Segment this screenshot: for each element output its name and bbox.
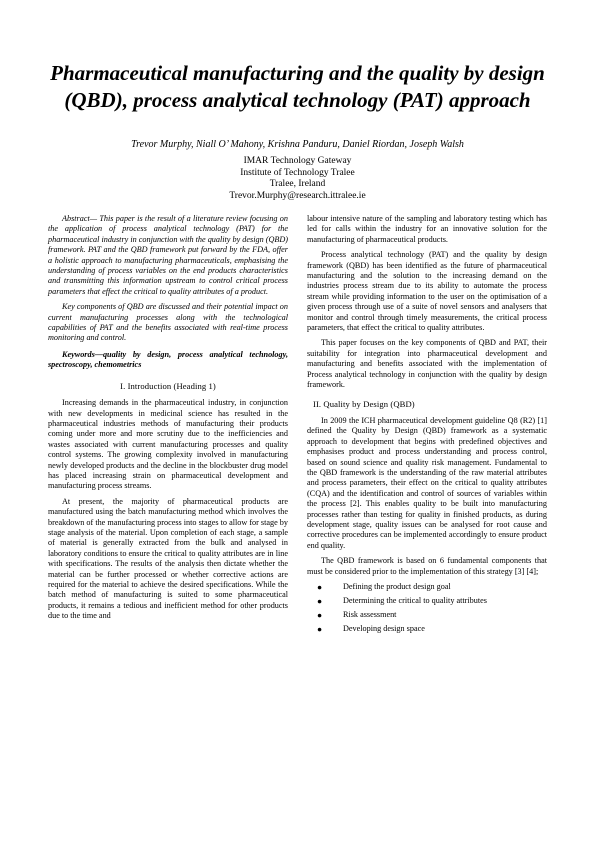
body-paragraph: This paper focuses on the key components of QBD and PAT, their suitability for integration into pharmaceutical development and manufacturing and benefits associated with the implementation of Process analytical technology in conjunction with the quality by design framework. <box>307 338 547 390</box>
right-column <box>307 214 547 638</box>
body-paragraph: At present, the majority of pharmaceutical products are manufactured using the batch manufacturing method which involves the breakdown of the manufacturing process into stages to allow for stage by stage analysis of the material. Upon completion of each stage, a sample of material is generally extracted from the bulk and analysed in laboratory conditions to ensure the critical to quality attributes are in line with specifications. The results of the analysis then dictate whether the material can be further processed or whether corrective actions are required for the material to achieve the desired specifications. While the batch method of manufacturing is suited to some pharmaceutical products, it remains a tedious and inefficient method for other products due to the time and <box>48 496 288 621</box>
section-heading-introduction: I. Introduction (Heading 1) <box>120 380 216 391</box>
affiliation-line: IMAR Technology Gateway <box>243 156 352 166</box>
two-column-body <box>48 214 547 638</box>
bullet-icon: ● <box>317 595 323 606</box>
abstract-block <box>48 214 288 371</box>
keywords: Keywords—quality by design, process analytical technology, spectroscopy, chemometrics <box>48 349 288 370</box>
abstract-paragraph: Abstract— This paper is the result of a literature review focusing on the application of process analytical technology (PAT) for the pharmaceutical industry in conjunction with the quality by design (QBD) framework. PAT and the QBD framework put forward by the FDA, offer a holistic approach to manufacturing pharmaceuticals, emphasising the understanding of process variables on the end products characteristics and transmitting this information upstream to control critical process parameters that effect the critical to quality attributes of a product. <box>48 214 288 296</box>
paper-title: Pharmaceutical manufacturing and the quality by design (QBD), process analytical technology (PAT) approach <box>50 61 545 112</box>
body-paragraph: The QBD framework is based on 6 fundamental components that must be considered prior to the implementation of this strategy [3] [4]; <box>307 556 547 576</box>
author-email: Trevor.Murphy@research.ittralee.ie <box>229 190 366 201</box>
list-item-text: Determining the critical to quality attributes <box>343 595 487 605</box>
bullet-icon: ● <box>317 609 323 620</box>
left-column <box>48 214 288 638</box>
affiliation-block <box>48 156 547 202</box>
list-item <box>307 596 547 606</box>
list-item <box>307 610 547 620</box>
bullet-icon: ● <box>317 623 323 634</box>
affiliation-line: Tralee, Ireland <box>269 179 326 189</box>
affiliation-line: Institute of Technology Tralee <box>240 167 355 178</box>
qbd-component-list <box>307 582 547 634</box>
body-paragraph: In 2009 the ICH pharmaceutical development guideline Q8 (R2) [1] defined the Quality by Design (QBD) framework as a systematic approach to development that begins with predefined objectives and emphasises product and process understanding and process control, based on sound science and quality risk management. Fundamental to the QBD framework is the understanding of the raw material attributes and process parameters, their effect on the critical to quality attributes (CQA) and the identification and control of sources of variables within the process [2]. This enables quality to be built into manufacturing processes rather than testing for quality in finished products, as during development stage, quality issues can be analysed for root cause and corrective procedures can be implemented accordingly to ensure product end quality. <box>307 415 547 550</box>
section-heading-qbd: II. Quality by Design (QBD) <box>313 398 415 409</box>
abstract-paragraph: Key components of QBD are discussed and their potential impact on current manufacturing processes along with the technological capabilities of PAT and the benefits associated with real-time process monitoring and control. <box>48 302 288 343</box>
list-item <box>307 624 547 634</box>
bullet-icon: ● <box>317 582 323 592</box>
list-item-text: Defining the product design goal <box>343 582 451 591</box>
list-item <box>307 582 547 592</box>
body-paragraph: labour intensive nature of the sampling and laboratory testing which has led for calls within the industry for an innovative solution for the manufacturing of pharmaceutical products. <box>307 214 547 244</box>
body-paragraph: Process analytical technology (PAT) and the quality by design framework (QBD) has been identified as the future of pharmaceutical manufacturing and the solution to the increasing demand on the industries process stream due to its ability to automate the process stream while providing information to the user on the optimisation of a given process through use of a suite of novel sensors and analysers that monitor and control through timely measurements, the critical process parameters, that effect the critical to quality attributes. <box>307 250 547 333</box>
body-paragraph: Increasing demands in the pharmaceutical industry, in conjunction with new developments in medicinal science has resulted in the pharmaceutical industries methods of manufacturing their products coming under more and more scrutiny due to the inefficiencies and wastes associated with current manufacturing processes and quality control systems. The growing complexity involved in manufacturing newly developed products and the decline in the blockbuster drug model has placed increasing strain on pharmaceutical development and manufacturing process streams. <box>48 398 288 491</box>
list-item-text: Developing design space <box>343 623 425 633</box>
list-item-text: Risk assessment <box>343 609 397 619</box>
author-list: Trevor Murphy, Niall O’ Mahony, Krishna Panduru, Daniel Riordan, Joseph Walsh <box>131 139 464 150</box>
